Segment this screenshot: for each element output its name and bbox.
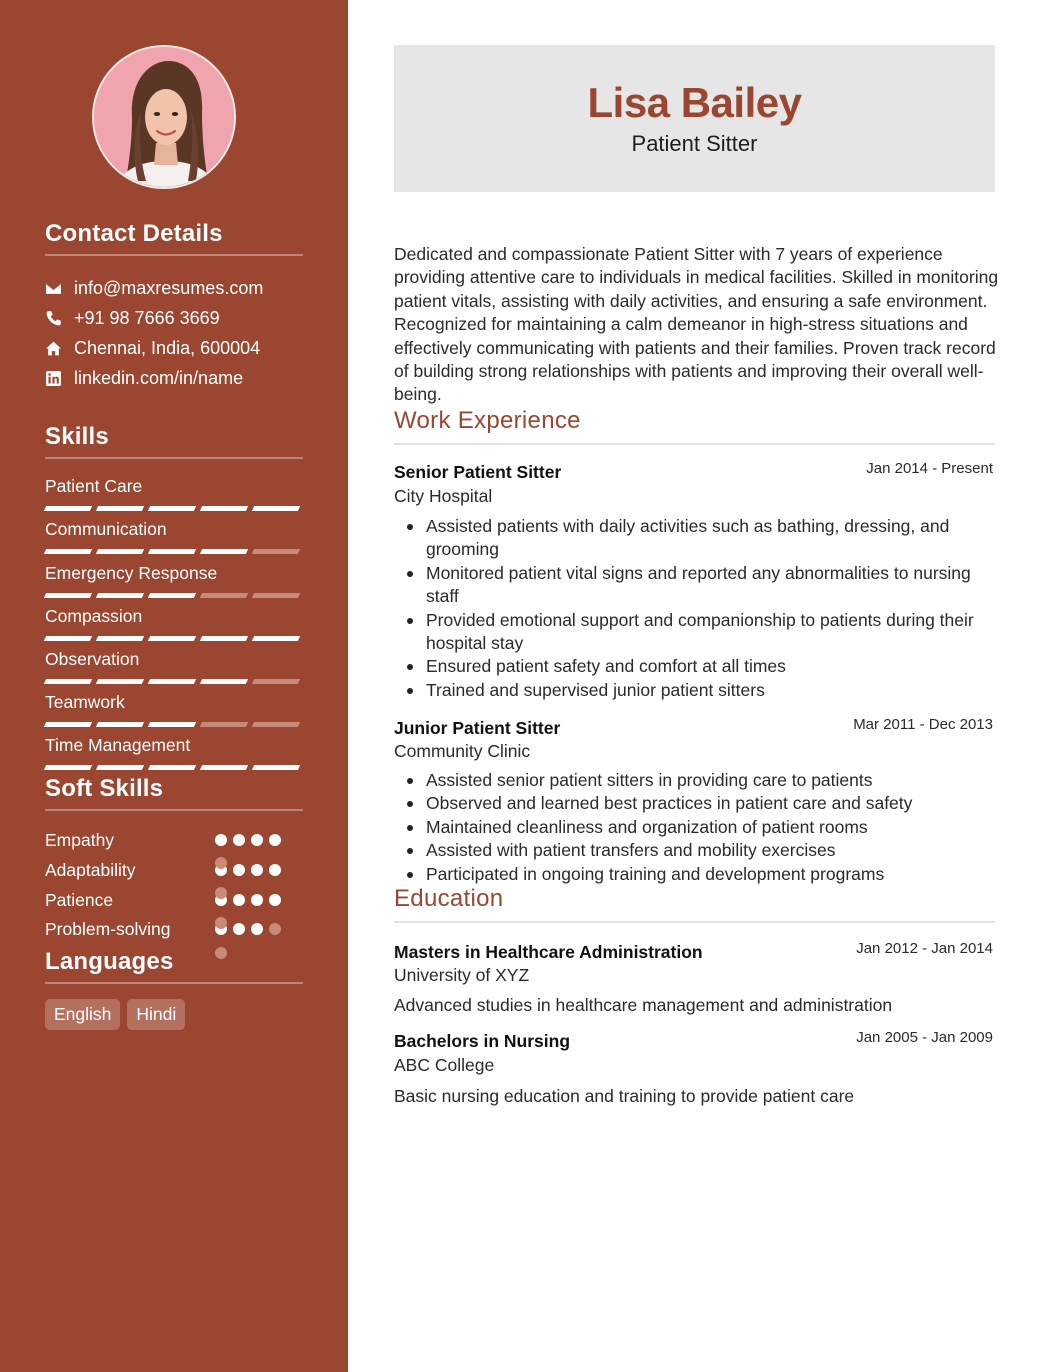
list-item: Provided emotional support and companionship to patients during their hospital stay <box>394 609 999 656</box>
skill-level-segment <box>44 506 92 511</box>
skill-name: Communication <box>45 519 167 539</box>
contact-linkedin-text: linkedin.com/in/name <box>74 367 244 388</box>
skill-name: Time Management <box>45 735 191 755</box>
soft-skill-item <box>45 889 303 911</box>
skill-level-segment <box>252 549 300 554</box>
candidate-name: Lisa Bailey <box>587 79 802 126</box>
job-date: Jan 2014 - Present <box>866 460 993 477</box>
rating-dot <box>251 834 263 846</box>
skill-level-bar <box>45 722 303 727</box>
soft-skill-item <box>45 859 303 881</box>
list-item: Assisted with patient transfers and mobility exercises <box>394 839 999 862</box>
rating-dot <box>233 894 245 906</box>
skill-level-segment <box>148 765 196 770</box>
profile-photo-illustration <box>94 47 236 189</box>
list-item: Assisted senior patient sitters in providing care to patients <box>394 769 999 792</box>
rating-dot <box>233 834 245 846</box>
education-date: Jan 2012 - Jan 2014 <box>856 940 993 957</box>
skills-heading: Skills <box>45 423 303 459</box>
linkedin-icon <box>45 370 62 387</box>
skill-level-segment <box>44 679 92 684</box>
skill-level-segment <box>96 722 144 727</box>
skill-level-bar <box>45 679 303 684</box>
email-icon <box>45 280 62 297</box>
skill-level-segment <box>200 549 248 554</box>
job-responsibilities <box>394 515 999 702</box>
skill-item <box>45 475 303 511</box>
soft-skill-item <box>45 829 303 851</box>
skill-name: Patient Care <box>45 476 143 496</box>
languages-heading: Languages <box>45 948 303 984</box>
rating-dot <box>251 923 263 935</box>
rating-dot <box>269 834 281 846</box>
contact-phone[interactable] <box>45 306 220 330</box>
skill-level-segment <box>200 722 248 727</box>
rating-dot <box>233 923 245 935</box>
skill-level-segment <box>96 679 144 684</box>
rating-dot <box>269 894 281 906</box>
avatar <box>92 45 236 189</box>
list-item: Assisted patients with daily activities such as bathing, dressing, and grooming <box>394 515 999 562</box>
work-experience-heading: Work Experience <box>394 407 995 445</box>
skill-level-segment <box>200 593 248 598</box>
school-name: University of XYZ <box>394 965 530 985</box>
job-title: Senior Patient Sitter <box>394 462 562 482</box>
rating-dot-overflow <box>215 887 227 899</box>
soft-skill-name: Empathy <box>45 830 115 850</box>
home-icon <box>45 340 62 357</box>
list-item: Trained and supervised junior patient sitters <box>394 679 999 702</box>
skill-item <box>45 518 303 554</box>
list-item: Participated in ongoing training and development programs <box>394 863 999 886</box>
soft-skill-rating <box>215 834 281 846</box>
education-date: Jan 2005 - Jan 2009 <box>856 1029 993 1046</box>
skill-item <box>45 605 303 641</box>
list-item: Ensured patient safety and comfort at all times <box>394 655 999 678</box>
contact-email[interactable] <box>45 276 263 300</box>
degree-title: Bachelors in Nursing <box>394 1031 571 1051</box>
contact-email-text: info@maxresumes.com <box>74 277 264 298</box>
phone-icon <box>45 310 62 327</box>
language-chip: Hindi <box>127 999 185 1030</box>
skill-level-segment <box>252 506 300 511</box>
skill-name: Teamwork <box>45 692 125 712</box>
profile-summary: Dedicated and compassionate Patient Sitter with 7 years of experience providing attentive care to individuals in medical facilities. Skilled in monitoring patient vitals, assisting with daily activities, and ensuring a safe environment. Recognized for maintaining a calm demeanor in high-stress situations and effectively communicating with patients and their families. Proven track record of building strong relationships with patients and improving their overall well-being. <box>394 244 999 405</box>
skill-level-segment <box>96 593 144 598</box>
skill-name: Emergency Response <box>45 563 218 583</box>
education-heading: Education <box>394 885 995 923</box>
job-organization: City Hospital <box>394 486 493 506</box>
contact-linkedin[interactable] <box>45 366 243 390</box>
list-item: Maintained cleanliness and organization of patient rooms <box>394 816 999 839</box>
skill-level-segment <box>96 636 144 641</box>
skill-level-bar <box>45 765 303 770</box>
skill-level-segment <box>200 765 248 770</box>
contact-phone-text: +91 98 7666 3669 <box>74 307 220 328</box>
language-list <box>45 999 185 1030</box>
soft-skill-name: Problem-solving <box>45 919 171 939</box>
skill-level-segment <box>200 679 248 684</box>
school-name: ABC College <box>394 1055 495 1075</box>
skill-level-segment <box>44 765 92 770</box>
rating-dot <box>251 894 263 906</box>
skill-item <box>45 734 303 770</box>
degree-title: Masters in Healthcare Administration <box>394 942 703 962</box>
soft-skill-item <box>45 918 303 940</box>
education-description: Basic nursing education and training to provide patient care <box>394 1086 855 1106</box>
skill-level-bar <box>45 636 303 641</box>
skill-level-segment <box>200 636 248 641</box>
skill-level-segment <box>148 593 196 598</box>
rating-dot <box>233 864 245 876</box>
skill-name: Compassion <box>45 606 143 626</box>
rating-dot-overflow <box>215 857 227 869</box>
skill-level-segment <box>252 636 300 641</box>
skill-level-segment <box>96 506 144 511</box>
header <box>394 45 995 192</box>
skill-level-segment <box>44 549 92 554</box>
candidate-title: Patient Sitter <box>631 131 758 156</box>
contact-heading: Contact Details <box>45 220 303 256</box>
skill-name: Observation <box>45 649 140 669</box>
skill-level-bar <box>45 593 303 598</box>
job-organization: Community Clinic <box>394 741 531 761</box>
language-chip: English <box>45 999 120 1030</box>
rating-dot <box>215 834 227 846</box>
skill-level-segment <box>44 593 92 598</box>
skill-level-segment <box>96 549 144 554</box>
job-date: Mar 2011 - Dec 2013 <box>853 716 993 733</box>
soft-skill-name: Patience <box>45 890 114 910</box>
skill-level-segment <box>96 765 144 770</box>
soft-skill-name: Adaptability <box>45 860 136 880</box>
skill-item <box>45 691 303 727</box>
sidebar <box>0 0 348 1372</box>
education-description: Advanced studies in healthcare management and administration <box>394 995 893 1015</box>
list-item: Monitored patient vital signs and reported any abnormalities to nursing staff <box>394 562 999 609</box>
skill-level-segment <box>44 722 92 727</box>
skill-item <box>45 562 303 598</box>
skill-level-segment <box>252 679 300 684</box>
skill-level-segment <box>148 722 196 727</box>
rating-dot <box>269 923 281 935</box>
skill-level-segment <box>148 679 196 684</box>
skill-level-segment <box>252 765 300 770</box>
rating-dot-overflow <box>215 917 227 929</box>
skill-level-segment <box>148 506 196 511</box>
skill-level-segment <box>148 549 196 554</box>
soft-skills-heading: Soft Skills <box>45 775 303 811</box>
skill-level-segment <box>252 722 300 727</box>
skill-level-bar <box>45 549 303 554</box>
skill-item <box>45 648 303 684</box>
contact-address <box>45 336 260 360</box>
contact-address-text: Chennai, India, 600004 <box>74 337 261 358</box>
skill-level-segment <box>252 593 300 598</box>
list-item: Observed and learned best practices in patient care and safety <box>394 792 999 815</box>
rating-dot <box>269 864 281 876</box>
job-responsibilities <box>394 769 999 886</box>
skill-level-bar <box>45 506 303 511</box>
skill-level-segment <box>44 636 92 641</box>
rating-dot <box>251 864 263 876</box>
job-title: Junior Patient Sitter <box>394 718 561 738</box>
skill-level-segment <box>200 506 248 511</box>
skill-level-segment <box>148 636 196 641</box>
